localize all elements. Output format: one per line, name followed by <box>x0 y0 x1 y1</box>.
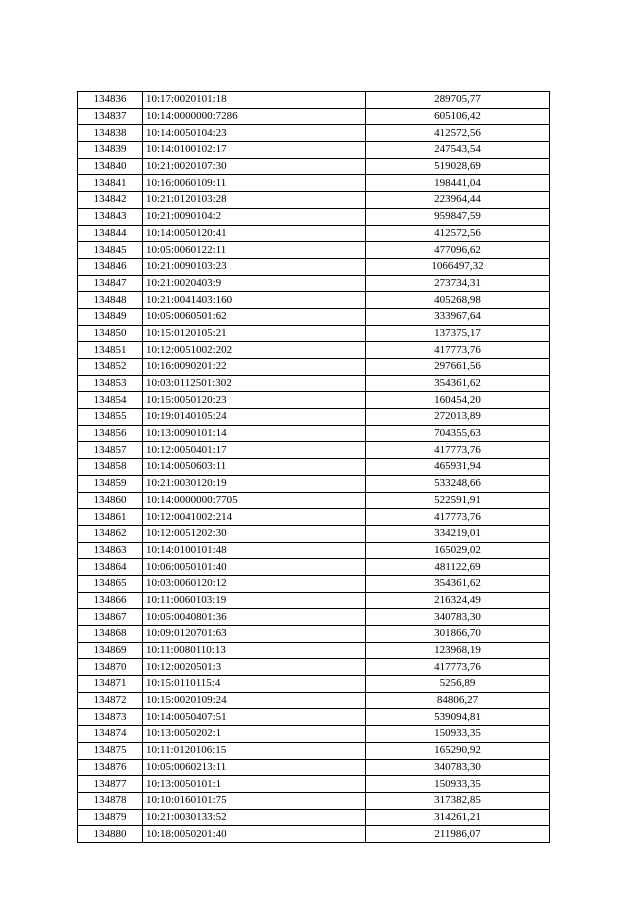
table-row <box>78 325 550 342</box>
table-row <box>78 659 550 676</box>
cadastral-number-cell: 10:16:0090201:22 <box>143 359 366 376</box>
cadastral-number-cell: 10:15:0020109:24 <box>143 692 366 709</box>
cadastral-number-cell: 10:14:0100102:17 <box>143 142 366 159</box>
value-cell: 211986,07 <box>366 826 550 843</box>
table-row <box>78 292 550 309</box>
table-row <box>78 475 550 492</box>
value-cell: 289705,77 <box>366 92 550 109</box>
table-row <box>78 709 550 726</box>
table-row <box>78 792 550 809</box>
cadastral-number-cell: 10:11:0080110:13 <box>143 642 366 659</box>
table-row <box>78 459 550 476</box>
row-number-cell: 134838 <box>78 125 143 142</box>
value-cell: 412572,56 <box>366 125 550 142</box>
cadastral-number-cell: 10:14:0100101:48 <box>143 542 366 559</box>
value-cell: 477096,62 <box>366 242 550 259</box>
value-cell: 123968,19 <box>366 642 550 659</box>
table-row <box>78 308 550 325</box>
cadastral-number-cell: 10:14:0000000:7286 <box>143 108 366 125</box>
table-row <box>78 575 550 592</box>
value-cell: 417773,76 <box>366 509 550 526</box>
row-number-cell: 134839 <box>78 142 143 159</box>
table-row <box>78 108 550 125</box>
value-cell: 605106,42 <box>366 108 550 125</box>
row-number-cell: 134874 <box>78 726 143 743</box>
cadastral-number-cell: 10:12:0051002:202 <box>143 342 366 359</box>
row-number-cell: 134858 <box>78 459 143 476</box>
table-row <box>78 609 550 626</box>
table-row <box>78 642 550 659</box>
table-row <box>78 542 550 559</box>
cadastral-number-cell: 10:11:0120106:15 <box>143 742 366 759</box>
row-number-cell: 134861 <box>78 509 143 526</box>
value-cell: 465931,94 <box>366 459 550 476</box>
value-cell: 317382,85 <box>366 792 550 809</box>
row-number-cell: 134836 <box>78 92 143 109</box>
row-number-cell: 134870 <box>78 659 143 676</box>
value-cell: 223964,44 <box>366 192 550 209</box>
row-number-cell: 134864 <box>78 559 143 576</box>
row-number-cell: 134859 <box>78 475 143 492</box>
table-row <box>78 559 550 576</box>
table-row <box>78 92 550 109</box>
row-number-cell: 134852 <box>78 359 143 376</box>
table-row <box>78 359 550 376</box>
row-number-cell: 134879 <box>78 809 143 826</box>
value-cell: 417773,76 <box>366 442 550 459</box>
value-cell: 150933,35 <box>366 776 550 793</box>
row-number-cell: 134876 <box>78 759 143 776</box>
value-cell: 150933,35 <box>366 726 550 743</box>
row-number-cell: 134843 <box>78 208 143 225</box>
row-number-cell: 134867 <box>78 609 143 626</box>
cadastral-number-cell: 10:11:0060103:19 <box>143 592 366 609</box>
table-row <box>78 342 550 359</box>
row-number-cell: 134878 <box>78 792 143 809</box>
table-row <box>78 759 550 776</box>
cadastral-number-cell: 10:21:0120103:28 <box>143 192 366 209</box>
value-cell: 959847,59 <box>366 208 550 225</box>
value-cell: 165029,02 <box>366 542 550 559</box>
row-number-cell: 134877 <box>78 776 143 793</box>
data-table <box>77 91 550 843</box>
value-cell: 301866,70 <box>366 626 550 643</box>
table-row <box>78 192 550 209</box>
table-row <box>78 275 550 292</box>
table-row <box>78 375 550 392</box>
cadastral-number-cell: 10:14:0050407:51 <box>143 709 366 726</box>
cadastral-number-cell: 10:21:0090103:23 <box>143 258 366 275</box>
row-number-cell: 134860 <box>78 492 143 509</box>
cadastral-number-cell: 10:13:0090101:14 <box>143 425 366 442</box>
cadastral-number-cell: 10:14:0050104:23 <box>143 125 366 142</box>
value-cell: 198441,04 <box>366 175 550 192</box>
cadastral-number-cell: 10:18:0050201:40 <box>143 826 366 843</box>
table-row <box>78 492 550 509</box>
row-number-cell: 134853 <box>78 375 143 392</box>
cadastral-number-cell: 10:06:0050101:40 <box>143 559 366 576</box>
cadastral-number-cell: 10:21:0020403:9 <box>143 275 366 292</box>
row-number-cell: 134857 <box>78 442 143 459</box>
cadastral-number-cell: 10:05:0060501:62 <box>143 308 366 325</box>
row-number-cell: 134854 <box>78 392 143 409</box>
table-row <box>78 726 550 743</box>
row-number-cell: 134865 <box>78 575 143 592</box>
value-cell: 412572,56 <box>366 225 550 242</box>
row-number-cell: 134841 <box>78 175 143 192</box>
row-number-cell: 134869 <box>78 642 143 659</box>
cadastral-number-cell: 10:14:0000000:7705 <box>143 492 366 509</box>
row-number-cell: 134837 <box>78 108 143 125</box>
table-row <box>78 676 550 693</box>
value-cell: 165290,92 <box>366 742 550 759</box>
row-number-cell: 134842 <box>78 192 143 209</box>
value-cell: 417773,76 <box>366 342 550 359</box>
cadastral-number-cell: 10:15:0120105:21 <box>143 325 366 342</box>
cadastral-number-cell: 10:19:0140105:24 <box>143 409 366 426</box>
value-cell: 533248,66 <box>366 475 550 492</box>
cadastral-number-cell: 10:17:0020101:18 <box>143 92 366 109</box>
table-row <box>78 125 550 142</box>
cadastral-number-cell: 10:12:0020501:3 <box>143 659 366 676</box>
cadastral-number-cell: 10:21:0030120:19 <box>143 475 366 492</box>
value-cell: 314261,21 <box>366 809 550 826</box>
value-cell: 704355,63 <box>366 425 550 442</box>
table-row <box>78 409 550 426</box>
row-number-cell: 134849 <box>78 308 143 325</box>
row-number-cell: 134863 <box>78 542 143 559</box>
table-row <box>78 809 550 826</box>
value-cell: 216324,49 <box>366 592 550 609</box>
cadastral-number-cell: 10:12:0041002:214 <box>143 509 366 526</box>
cadastral-number-cell: 10:21:0041403:160 <box>143 292 366 309</box>
row-number-cell: 134846 <box>78 258 143 275</box>
row-number-cell: 134840 <box>78 158 143 175</box>
value-cell: 405268,98 <box>366 292 550 309</box>
row-number-cell: 134847 <box>78 275 143 292</box>
value-cell: 137375,17 <box>366 325 550 342</box>
value-cell: 1066497,32 <box>366 258 550 275</box>
table-row <box>78 242 550 259</box>
table-row <box>78 692 550 709</box>
table-row <box>78 776 550 793</box>
value-cell: 340783,30 <box>366 759 550 776</box>
cadastral-number-cell: 10:09:0120701:63 <box>143 626 366 643</box>
table-row <box>78 826 550 843</box>
row-number-cell: 134856 <box>78 425 143 442</box>
cadastral-number-cell: 10:21:0020107:30 <box>143 158 366 175</box>
table-body <box>78 92 550 843</box>
value-cell: 247543,54 <box>366 142 550 159</box>
row-number-cell: 134862 <box>78 525 143 542</box>
value-cell: 334219,01 <box>366 525 550 542</box>
value-cell: 272013,89 <box>366 409 550 426</box>
row-number-cell: 134851 <box>78 342 143 359</box>
cadastral-number-cell: 10:12:0050401:17 <box>143 442 366 459</box>
value-cell: 5256,89 <box>366 676 550 693</box>
value-cell: 417773,76 <box>366 659 550 676</box>
cadastral-number-cell: 10:21:0030133:52 <box>143 809 366 826</box>
cadastral-number-cell: 10:15:0050120:23 <box>143 392 366 409</box>
value-cell: 273734,31 <box>366 275 550 292</box>
cadastral-number-cell: 10:12:0051202:30 <box>143 525 366 542</box>
row-number-cell: 134845 <box>78 242 143 259</box>
row-number-cell: 134850 <box>78 325 143 342</box>
value-cell: 333967,64 <box>366 308 550 325</box>
table-row <box>78 626 550 643</box>
row-number-cell: 134873 <box>78 709 143 726</box>
cadastral-number-cell: 10:15:0110115:4 <box>143 676 366 693</box>
value-cell: 481122,69 <box>366 559 550 576</box>
value-cell: 340783,30 <box>366 609 550 626</box>
cadastral-number-cell: 10:14:0050603:11 <box>143 459 366 476</box>
value-cell: 519028,69 <box>366 158 550 175</box>
row-number-cell: 134875 <box>78 742 143 759</box>
value-cell: 160454,20 <box>366 392 550 409</box>
table-row <box>78 525 550 542</box>
cadastral-number-cell: 10:10:0160101:75 <box>143 792 366 809</box>
cadastral-number-cell: 10:03:0060120:12 <box>143 575 366 592</box>
row-number-cell: 134871 <box>78 676 143 693</box>
row-number-cell: 134872 <box>78 692 143 709</box>
table-row <box>78 392 550 409</box>
cadastral-number-cell: 10:03:0112501:302 <box>143 375 366 392</box>
cadastral-number-cell: 10:21:0090104:2 <box>143 208 366 225</box>
cadastral-number-cell: 10:05:0060122:11 <box>143 242 366 259</box>
table-row <box>78 425 550 442</box>
row-number-cell: 134848 <box>78 292 143 309</box>
value-cell: 354361,62 <box>366 375 550 392</box>
table-row <box>78 175 550 192</box>
table-row <box>78 258 550 275</box>
cadastral-number-cell: 10:13:0050101:1 <box>143 776 366 793</box>
cadastral-number-cell: 10:13:0050202:1 <box>143 726 366 743</box>
cadastral-number-cell: 10:16:0060109:11 <box>143 175 366 192</box>
table-row <box>78 225 550 242</box>
row-number-cell: 134855 <box>78 409 143 426</box>
value-cell: 297661,56 <box>366 359 550 376</box>
cadastral-number-cell: 10:05:0040801:36 <box>143 609 366 626</box>
table-row <box>78 592 550 609</box>
table-row <box>78 208 550 225</box>
value-cell: 539094,81 <box>366 709 550 726</box>
value-cell: 522591,91 <box>366 492 550 509</box>
row-number-cell: 134880 <box>78 826 143 843</box>
row-number-cell: 134866 <box>78 592 143 609</box>
table-row <box>78 142 550 159</box>
row-number-cell: 134868 <box>78 626 143 643</box>
value-cell: 84806,27 <box>366 692 550 709</box>
table-row <box>78 509 550 526</box>
table-row <box>78 158 550 175</box>
table-row <box>78 742 550 759</box>
table-row <box>78 442 550 459</box>
row-number-cell: 134844 <box>78 225 143 242</box>
value-cell: 354361,62 <box>366 575 550 592</box>
cadastral-number-cell: 10:14:0050120:41 <box>143 225 366 242</box>
cadastral-number-cell: 10:05:0060213:11 <box>143 759 366 776</box>
